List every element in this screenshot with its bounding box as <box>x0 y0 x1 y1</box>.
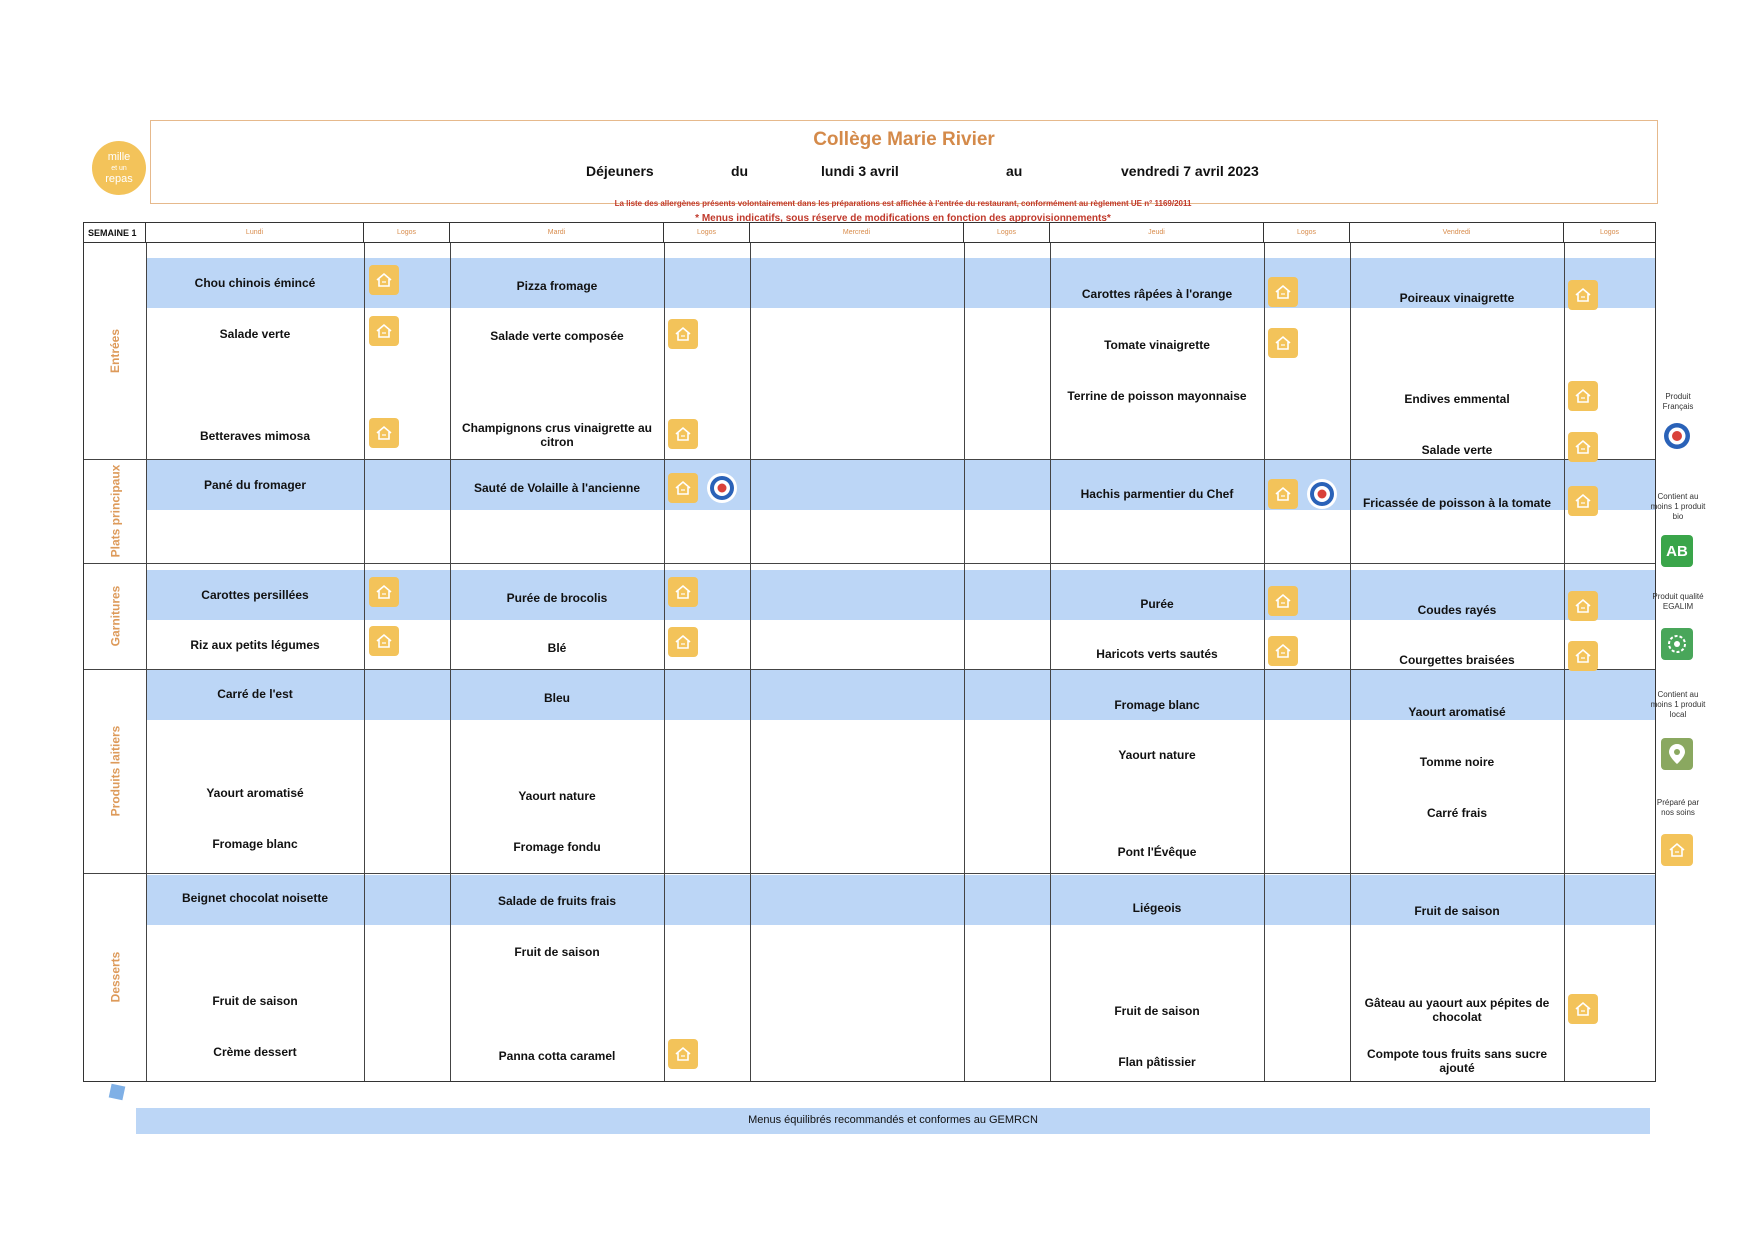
day-header-mercredi: Mercredi <box>750 223 964 243</box>
week-label: SEMAINE 1 <box>84 223 146 243</box>
day-header-mardi: Mardi <box>450 223 664 243</box>
house-icon <box>1661 834 1693 866</box>
house-icon <box>369 418 399 448</box>
logo-line3: repas <box>105 172 133 185</box>
house-icon <box>1268 479 1298 509</box>
menu-item: Chou chinois émincé <box>194 276 316 290</box>
menu-item: Purée de brocolis <box>506 591 608 605</box>
egalim-quality-icon <box>1661 628 1693 660</box>
menu-item: Riz aux petits légumes <box>190 638 320 652</box>
menu-item: Flan pâtissier <box>1118 1055 1196 1069</box>
legend-maison-label: Préparé par nos soins <box>1656 798 1700 817</box>
end-date: vendredi 7 avril 2023 <box>1121 163 1259 179</box>
menu-item: Gâteau au yaourt aux pépites de chocolat <box>1364 996 1550 1024</box>
house-icon <box>1568 486 1598 516</box>
indicative-note: * Menus indicatifs, sous réserve de modifications en fonction des approvisionnements* <box>695 213 1111 224</box>
menu-item: Bleu <box>543 691 570 705</box>
house-icon <box>668 577 698 607</box>
legend-local-label: Contient au moins 1 produit local <box>1650 690 1706 719</box>
day-header-vendredi: Vendredi <box>1350 223 1564 243</box>
menu-item: Fruit de saison <box>212 994 298 1008</box>
category-entrees: Entrées <box>108 328 122 374</box>
house-icon <box>1568 994 1598 1024</box>
house-icon <box>1268 277 1298 307</box>
house-icon <box>1568 432 1598 462</box>
house-icon <box>668 419 698 449</box>
house-icon <box>1268 636 1298 666</box>
logo-header: Logos <box>1264 223 1350 243</box>
menu-item: Betteraves mimosa <box>199 429 311 443</box>
legend-egalim-label: Produit qualité EGALIM <box>1652 592 1704 611</box>
logo-header: Logos <box>1564 223 1655 243</box>
menu-item: Terrine de poisson mayonnaise <box>1067 389 1247 403</box>
menu-item: Liégeois <box>1132 901 1182 915</box>
menu-item: Fricassée de poisson à la tomate <box>1362 496 1552 510</box>
brand-logo <box>92 141 146 195</box>
house-icon <box>668 319 698 349</box>
menu-item: Carottes râpées à l'orange <box>1081 287 1233 301</box>
house-icon <box>1568 280 1598 310</box>
menu-item: Beignet chocolat noisette <box>181 891 329 905</box>
menu-item: Carré de l'est <box>217 687 293 701</box>
category-desserts: Desserts <box>107 951 122 1003</box>
menu-item: Carré frais <box>1426 806 1488 820</box>
meal-label: Déjeuners <box>586 163 654 179</box>
menu-item: Sauté de Volaille à l'ancienne <box>473 481 641 495</box>
menu-item: Pont l'Évêque <box>1117 845 1197 859</box>
menu-item: Tomate vinaigrette <box>1104 338 1210 352</box>
menu-item: Carottes persillées <box>201 588 309 602</box>
house-icon <box>1268 586 1298 616</box>
house-icon <box>369 626 399 656</box>
menu-item: Poireaux vinaigrette <box>1399 291 1515 305</box>
house-icon <box>1568 381 1598 411</box>
menu-item: Fruit de saison <box>1114 1004 1200 1018</box>
footer-banner: Menus équilibrés recommandés et conformes au GEMRCN <box>136 1108 1650 1134</box>
house-icon <box>369 316 399 346</box>
house-icon <box>369 577 399 607</box>
logo-header: Logos <box>664 223 750 243</box>
menu-item: Purée <box>1140 597 1174 611</box>
house-icon <box>668 627 698 657</box>
french-product-icon <box>1661 420 1693 452</box>
menu-item: Hachis parmentier du Chef <box>1080 487 1234 501</box>
menu-item: Salade verte <box>219 327 291 341</box>
menu-item: Yaourt aromatisé <box>1408 705 1506 719</box>
logo-header: Logos <box>364 223 450 243</box>
page-title: Collège Marie Rivier <box>813 129 995 150</box>
menu-item: Courgettes braisées <box>1399 653 1515 667</box>
house-icon <box>1268 328 1298 358</box>
house-icon <box>1568 591 1598 621</box>
menu-item: Fromage blanc <box>212 837 298 851</box>
legend-bio-label: Contient au moins 1 produit bio <box>1650 492 1706 521</box>
menu-item: Pané du fromager <box>203 478 307 492</box>
legend-francais-label: Produit Français <box>1662 392 1694 411</box>
du-label: du <box>731 163 749 179</box>
menu-item: Salade de fruits frais <box>497 894 617 908</box>
category-plats: Plats principaux <box>108 464 123 558</box>
au-label: au <box>1006 163 1023 179</box>
menu-item: Salade verte <box>1421 443 1493 457</box>
menu-item: Tomme noire <box>1419 755 1495 769</box>
french-product-icon <box>707 473 737 503</box>
menu-item: Fruit de saison <box>514 945 600 959</box>
category-garnitures: Garnitures <box>108 585 122 647</box>
start-date: lundi 3 avril <box>821 163 899 179</box>
menu-item: Coudes rayés <box>1417 603 1497 617</box>
menu-item: Crème dessert <box>213 1045 297 1059</box>
house-icon <box>369 265 399 295</box>
menu-item: Endives emmental <box>1404 392 1510 406</box>
menu-item: Champignons crus vinaigrette au citron <box>461 421 653 449</box>
menu-item: Yaourt aromatisé <box>206 786 304 800</box>
menu-item: Panna cotta caramel <box>498 1049 616 1063</box>
organic-ab-icon: AB <box>1661 535 1693 567</box>
house-icon <box>668 473 698 503</box>
day-header-lundi: Lundi <box>146 223 364 243</box>
category-laitiers: Produits laitiers <box>108 725 123 817</box>
local-product-pin-icon <box>1661 738 1693 770</box>
french-product-icon <box>1307 479 1337 509</box>
allergen-note: La liste des allergènes présents volontairement dans les préparations est affichée à l'entrée du restaurant, conformément au règlement UE n° 1169/2011 <box>614 199 1192 208</box>
menu-item: Fromage blanc <box>1114 698 1200 712</box>
menu-item: Salade verte composée <box>490 329 624 343</box>
house-icon <box>1568 641 1598 671</box>
menu-item: Blé <box>547 641 567 655</box>
menu-item: Pizza fromage <box>516 279 598 293</box>
logo-line2: et un <box>111 164 127 172</box>
menu-item: Compote tous fruits sans sucre ajouté <box>1366 1047 1548 1075</box>
menu-item: Fruit de saison <box>1414 904 1500 918</box>
day-header-jeudi: Jeudi <box>1050 223 1264 243</box>
logo-header: Logos <box>964 223 1050 243</box>
menu-item: Haricots verts sautés <box>1096 647 1218 661</box>
menu-item: Fromage fondu <box>513 840 601 854</box>
house-icon <box>668 1039 698 1069</box>
menu-grid <box>83 222 1656 1082</box>
header-box <box>150 120 1658 204</box>
logo-line1: mille <box>107 150 131 163</box>
menu-item: Yaourt nature <box>518 789 596 803</box>
menu-item: Yaourt nature <box>1118 748 1196 762</box>
decorative-square-icon <box>109 1084 126 1101</box>
